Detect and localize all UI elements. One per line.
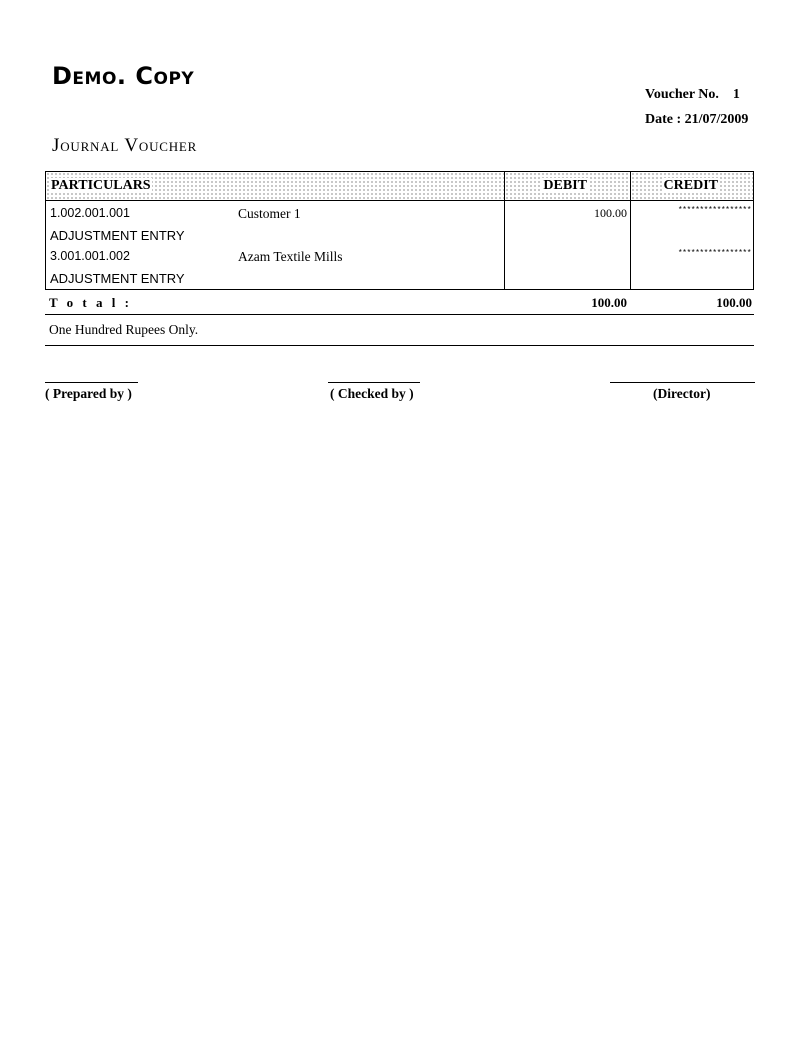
column-divider (504, 201, 505, 289)
credit-amount: ***************** (677, 206, 751, 215)
checked-by-label: ( Checked by ) (330, 386, 414, 401)
divider (45, 314, 754, 315)
voucher-number-value: 1 (732, 87, 740, 102)
column-header-particulars: PARTICULARS (46, 172, 504, 200)
account-name: Azam Textile Mills (238, 249, 343, 264)
account-code: 3.001.001.002 (50, 249, 130, 263)
divider (45, 345, 754, 346)
column-header-debit: DEBIT (505, 172, 630, 200)
account-name: Customer 1 (238, 206, 301, 221)
voucher-date: Date : 21/07/2009 (645, 112, 749, 127)
total-label: T o t a l : (49, 295, 132, 310)
table-body (45, 201, 754, 290)
column-divider (630, 172, 631, 200)
column-divider (630, 201, 631, 289)
column-header-credit: CREDIT (631, 172, 753, 200)
voucher-number-label: Voucher No. (645, 87, 719, 102)
signature-line-checked (328, 382, 420, 383)
total-debit: 100.00 (591, 295, 627, 310)
debit-amount: 100.00 (594, 206, 627, 220)
signature-line-director (610, 382, 755, 383)
column-divider (504, 172, 505, 200)
total-credit: 100.00 (716, 295, 752, 310)
signature-line-prepared (45, 382, 138, 383)
table-header (45, 171, 754, 201)
credit-amount: ***************** (677, 249, 751, 258)
document-title: Journal Voucher (52, 135, 198, 156)
narration: ADJUSTMENT ENTRY (50, 271, 185, 286)
prepared-by-label: ( Prepared by ) (45, 386, 132, 401)
account-code: 1.002.001.001 (50, 206, 130, 220)
director-label: (Director) (653, 386, 711, 401)
voucher-number (645, 87, 740, 103)
amount-in-words: One Hundred Rupees Only. (49, 322, 199, 337)
narration: ADJUSTMENT ENTRY (50, 228, 185, 243)
demo-copy-watermark: Demo. Copy (52, 62, 195, 90)
